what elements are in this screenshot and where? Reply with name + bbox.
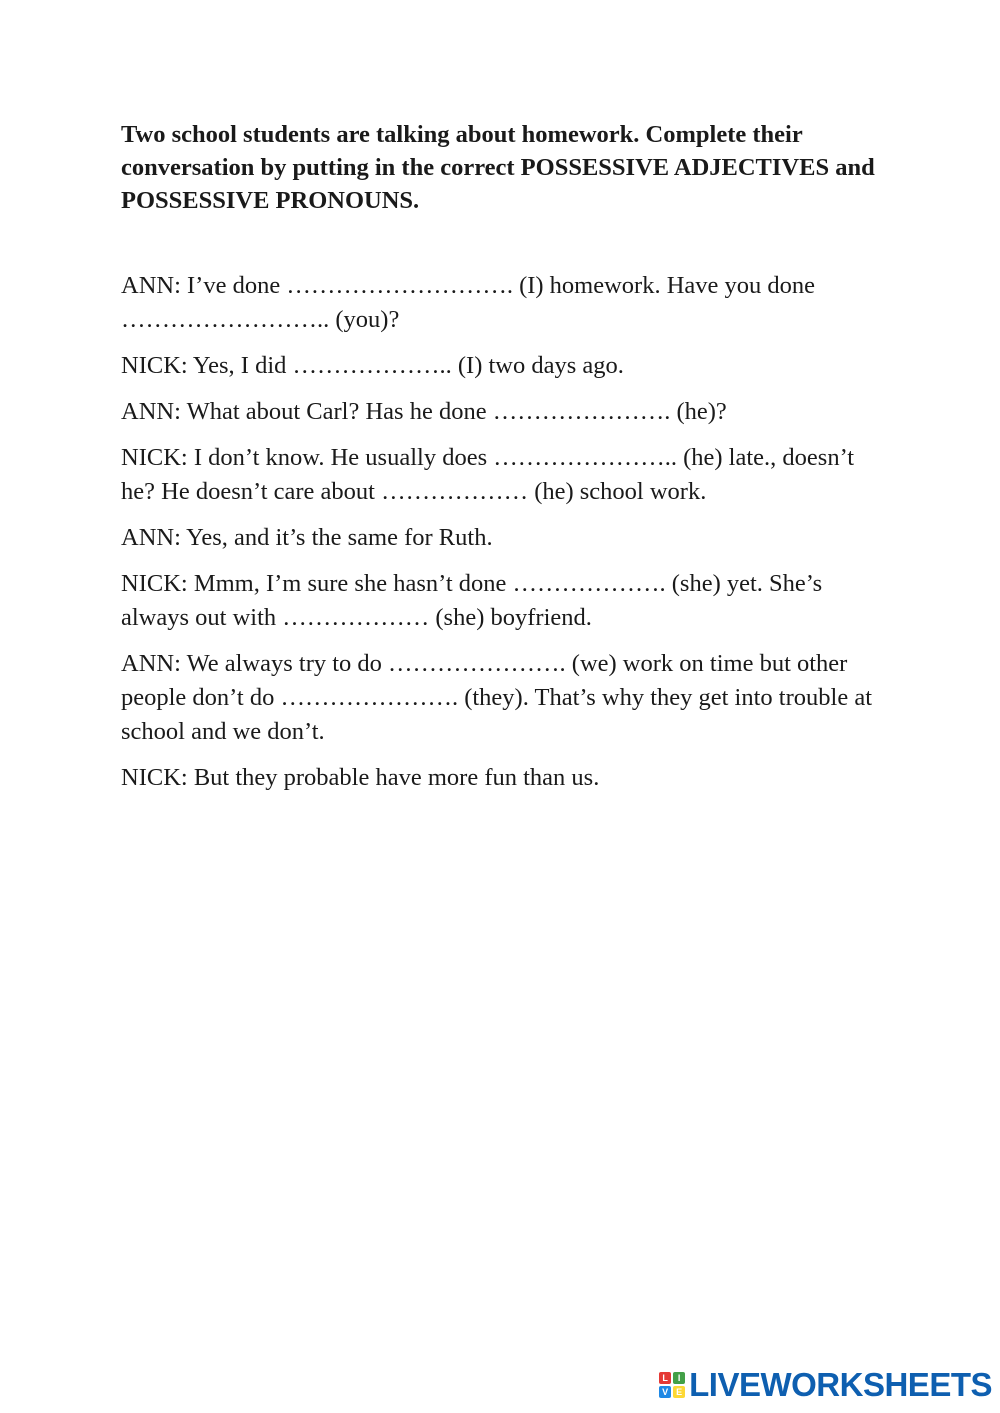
logo-blocks-icon bbox=[659, 1372, 685, 1398]
dialogue-line-6: NICK: Mmm, I’m sure she hasn’t done ………………. (she) yet. She’s always out with ……………… (she) boyfriend. bbox=[121, 570, 823, 631]
logo-block-i: I bbox=[673, 1372, 685, 1384]
instructions-text: Two school students are talking about homework. Complete their conversation by putting in the correct POSSESSIVE ADJECTIVES and POSSESSIVE PRONOUNS. bbox=[121, 121, 875, 214]
logo-block-l: L bbox=[659, 1372, 671, 1384]
dialogue-line-8: NICK: But they probable have more fun than us. bbox=[121, 764, 600, 791]
dialogue-line-2: NICK: Yes, I did ……………….. (I) two days ago. bbox=[121, 352, 624, 379]
dialogue-line-3: ANN: What about Carl? Has he done …………………. (he)? bbox=[121, 398, 727, 425]
dialogue-line-1: ANN: I’ve done ………………………. (I) homework. Have you done …………………….. (you)? bbox=[121, 272, 816, 333]
liveworksheets-logo bbox=[659, 1365, 992, 1405]
dialogue-line-5: ANN: Yes, and it’s the same for Ruth. bbox=[121, 524, 493, 551]
dialogue-line-7: ANN: We always try to do …………………. (we) work on time but other people don’t do …………………. (they). That’s why they get into trouble at school and we don’t. bbox=[121, 650, 872, 745]
logo-block-e: E bbox=[673, 1386, 685, 1398]
logo-block-v: V bbox=[659, 1386, 671, 1398]
dialogue-line-4: NICK: I don’t know. He usually does ………………….. (he) late., doesn’t he? He doesn’t care about ……………… (he) school work. bbox=[121, 444, 855, 505]
logo-text: LIVEWORKSHEETS bbox=[689, 1366, 992, 1403]
worksheet bbox=[121, 118, 881, 807]
dialogue bbox=[121, 269, 881, 795]
